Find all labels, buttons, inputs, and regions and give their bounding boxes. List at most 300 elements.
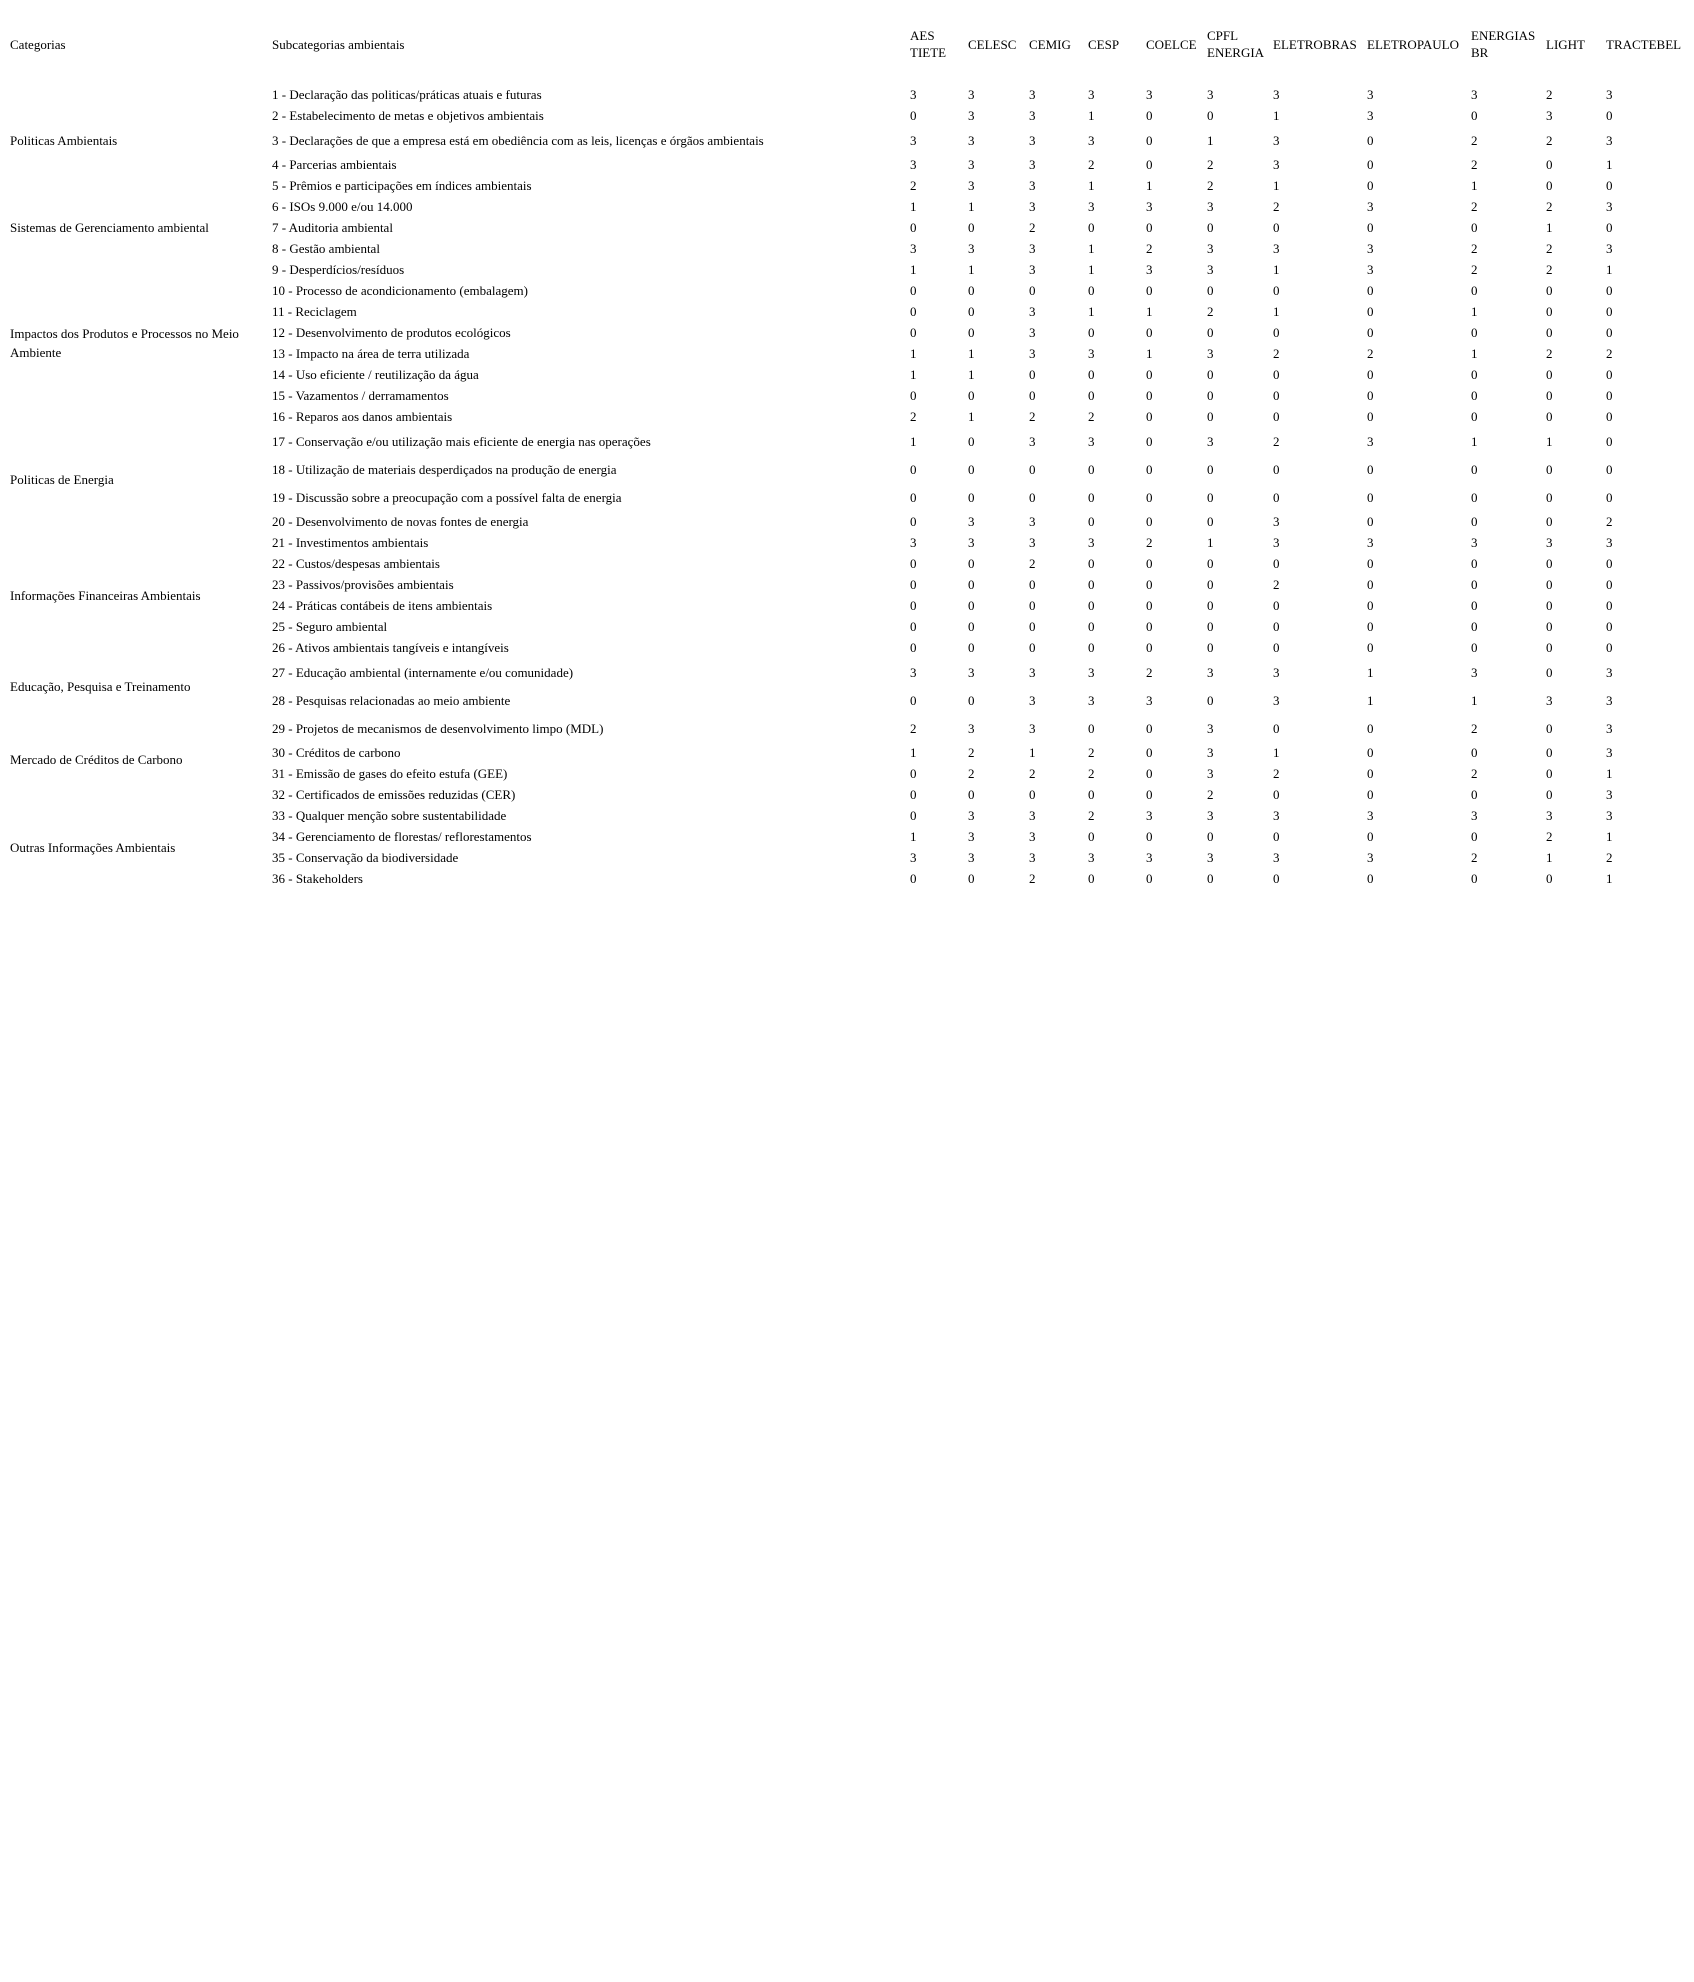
disclosure-table [6,20,1689,889]
category-cell: Politicas de Energia [10,472,114,487]
score-cell: 0 [968,283,975,298]
score-cell: 1 [1273,178,1280,193]
score-cell: 1 [1471,178,1478,193]
header-company: TRACTEBEL [1606,36,1682,52]
score-cell: 0 [1207,871,1214,886]
subcategory-cell: 31 - Emissão de gases do efeito estufa (GEE) [272,766,508,781]
score-cell: 2 [1207,157,1214,172]
score-cell: 0 [1471,514,1478,529]
score-cell: 3 [1546,108,1553,123]
score-cell: 3 [1029,720,1036,736]
score-cell: 2 [1471,720,1478,736]
score-cell: 3 [968,664,975,680]
subcategory-cell: 21 - Investimentos ambientais [272,535,429,550]
score-cell: 2 [1207,787,1214,802]
score-cell: 3 [1146,87,1153,102]
score-cell: 0 [1367,720,1374,736]
score-cell: 2 [1146,535,1153,550]
score-cell: 1 [1367,664,1374,680]
score-cell: 0 [1029,598,1036,613]
header-company: LIGHT [1546,36,1585,52]
score-cell: 0 [1367,489,1374,505]
score-cell: 0 [968,787,975,802]
score-cell: 0 [968,388,975,403]
score-cell: 1 [1606,871,1613,886]
score-cell: 1 [1471,692,1478,708]
score-cell: 0 [1146,433,1153,449]
score-cell: 0 [1546,157,1553,172]
score-cell: 0 [1606,304,1613,319]
score-cell: 0 [1546,489,1553,505]
score-cell: 3 [968,132,975,148]
score-cell: 0 [1207,489,1214,505]
table-row [6,532,1689,553]
score-cell: 0 [1606,461,1613,477]
score-cell: 0 [1146,598,1153,613]
score-cell: 1 [1146,304,1153,319]
score-cell: 3 [1606,199,1613,214]
score-cell: 2 [1146,664,1153,680]
subcategory-cell: 3 - Declarações de que a empresa está em obediência com as leis, licenças e órgãos ambientais [272,132,764,148]
score-cell: 3 [1273,87,1280,102]
score-cell: 0 [1471,325,1478,340]
score-cell: 0 [1146,766,1153,781]
score-cell: 0 [1088,619,1095,634]
score-cell: 3 [1088,692,1095,708]
score-cell: 0 [1546,745,1553,760]
score-cell: 3 [1029,108,1036,123]
score-cell: 2 [968,766,975,781]
score-cell: 2 [1273,199,1280,214]
score-cell: 0 [1146,283,1153,298]
score-cell: 0 [1273,409,1280,424]
score-cell: 0 [910,598,917,613]
score-cell: 0 [1146,132,1153,148]
header-company: CPFL ENERGIA [1207,28,1265,60]
score-cell: 3 [1029,433,1036,449]
score-cell: 3 [1606,787,1613,802]
score-cell: 3 [1606,664,1613,680]
score-cell: 3 [1546,808,1553,823]
subcategory-cell: 6 - ISOs 9.000 e/ou 14.000 [272,199,413,214]
score-cell: 0 [1088,325,1095,340]
score-cell: 0 [1606,556,1613,571]
score-cell: 1 [1088,108,1095,123]
subcategory-cell: 7 - Auditoria ambiental [272,220,393,235]
score-cell: 0 [1367,409,1374,424]
score-cell: 3 [1207,241,1214,256]
score-cell: 0 [1471,787,1478,802]
score-cell: 0 [968,640,975,655]
score-cell: 0 [1367,766,1374,781]
score-cell: 0 [1546,367,1553,382]
score-cell: 0 [1546,720,1553,736]
subcategory-cell: 4 - Parcerias ambientais [272,157,397,172]
score-cell: 2 [1207,304,1214,319]
subcategory-cell: 10 - Processo de acondicionamento (embalagem) [272,283,528,298]
score-cell: 0 [1207,692,1214,708]
subcategory-cell: 26 - Ativos ambientais tangíveis e intangíveis [272,640,509,655]
score-cell: 3 [910,664,917,680]
score-cell: 0 [910,220,917,235]
score-cell: 0 [1471,489,1478,505]
score-cell: 3 [1367,108,1374,123]
score-cell: 2 [1088,409,1095,424]
score-cell: 0 [1367,132,1374,148]
score-cell: 3 [1471,535,1478,550]
score-cell: 1 [1606,157,1613,172]
score-cell: 0 [1207,108,1214,123]
score-cell: 3 [968,720,975,736]
score-cell: 0 [1088,489,1095,505]
score-cell: 0 [1273,598,1280,613]
score-cell: 0 [1207,461,1214,477]
score-cell: 2 [1606,850,1613,865]
score-cell: 0 [1367,367,1374,382]
score-cell: 0 [1546,577,1553,592]
score-cell: 3 [1207,664,1214,680]
subcategory-cell: 11 - Reciclagem [272,304,357,319]
score-cell: 0 [1471,598,1478,613]
score-cell: 0 [1606,598,1613,613]
score-cell: 0 [968,598,975,613]
score-cell: 2 [1471,241,1478,256]
score-cell: 0 [1273,461,1280,477]
score-cell: 0 [1088,640,1095,655]
score-cell: 1 [1146,346,1153,361]
score-cell: 0 [1367,598,1374,613]
score-cell: 2 [1471,132,1478,148]
score-cell: 0 [1367,829,1374,844]
score-cell: 1 [1088,178,1095,193]
score-cell: 0 [1029,367,1036,382]
score-cell: 3 [1367,433,1374,449]
score-cell: 0 [1546,640,1553,655]
score-cell: 3 [1029,262,1036,277]
score-cell: 0 [910,283,917,298]
table-row [6,805,1689,826]
score-cell: 3 [1029,664,1036,680]
score-cell: 2 [1471,199,1478,214]
score-cell: 3 [1606,87,1613,102]
score-cell: 0 [1273,388,1280,403]
score-cell: 3 [1029,808,1036,823]
score-cell: 2 [1029,556,1036,571]
score-cell: 2 [968,745,975,760]
score-cell: 0 [910,489,917,505]
score-cell: 1 [1029,745,1036,760]
score-cell: 3 [1273,850,1280,865]
header-row [6,20,1689,68]
subcategory-cell: 12 - Desenvolvimento de produtos ecológicos [272,325,511,340]
score-cell: 0 [1088,461,1095,477]
score-cell: 1 [1546,220,1553,235]
score-cell: 1 [968,409,975,424]
score-cell: 3 [1606,692,1613,708]
score-cell: 0 [1546,304,1553,319]
score-cell: 0 [1546,619,1553,634]
category-cell: Mercado de Créditos de Carbono [10,752,183,767]
header-company: CELESC [968,36,1017,52]
category-cell: Informações Financeiras Ambientais [10,587,201,603]
category-cell: Educação, Pesquisa e Treinamento [10,678,191,694]
score-cell: 2 [1471,766,1478,781]
score-cell: 0 [1606,367,1613,382]
score-cell: 1 [968,367,975,382]
score-cell: 0 [968,577,975,592]
score-cell: 3 [1273,514,1280,529]
score-cell: 0 [1367,871,1374,886]
score-cell: 3 [1367,535,1374,550]
score-cell: 0 [1146,220,1153,235]
score-cell: 2 [1273,766,1280,781]
score-cell: 0 [968,325,975,340]
score-cell: 0 [910,325,917,340]
score-cell: 2 [1546,199,1553,214]
score-cell: 0 [1606,489,1613,505]
score-cell: 0 [1606,178,1613,193]
score-cell: 2 [1471,850,1478,865]
score-cell: 0 [1146,720,1153,736]
score-cell: 1 [1273,108,1280,123]
score-cell: 0 [1273,283,1280,298]
score-cell: 0 [1606,283,1613,298]
score-cell: 3 [1029,325,1036,340]
subcategory-cell: 23 - Passivos/provisões ambientais [272,577,454,592]
score-cell: 2 [1088,766,1095,781]
score-cell: 2 [1546,132,1553,148]
score-cell: 3 [1029,199,1036,214]
score-cell: 3 [1207,199,1214,214]
score-cell: 3 [1273,808,1280,823]
score-cell: 0 [1273,787,1280,802]
score-cell: 3 [910,535,917,550]
score-cell: 1 [910,829,917,844]
score-cell: 2 [1273,577,1280,592]
score-cell: 1 [1546,850,1553,865]
score-cell: 1 [1088,304,1095,319]
score-cell: 0 [1207,829,1214,844]
score-cell: 2 [1546,346,1553,361]
table-row [6,714,1689,742]
score-cell: 0 [1088,220,1095,235]
score-cell: 0 [1546,556,1553,571]
score-cell: 0 [1471,556,1478,571]
score-cell: 0 [1367,283,1374,298]
score-cell: 1 [1273,745,1280,760]
table-row [6,259,1689,280]
score-cell: 0 [1606,640,1613,655]
score-cell: 3 [968,850,975,865]
score-cell: 0 [1146,745,1153,760]
score-cell: 0 [1546,664,1553,680]
score-cell: 0 [910,461,917,477]
score-cell: 0 [1207,409,1214,424]
score-cell: 0 [1471,283,1478,298]
score-cell: 0 [1273,829,1280,844]
subcategory-cell: 20 - Desenvolvimento de novas fontes de energia [272,514,529,529]
score-cell: 0 [1367,325,1374,340]
score-cell: 0 [1367,461,1374,477]
score-cell: 1 [910,346,917,361]
score-cell: 0 [1367,178,1374,193]
score-cell: 0 [1546,787,1553,802]
score-cell: 0 [1146,787,1153,802]
table-row [6,84,1689,105]
score-cell: 3 [1146,808,1153,823]
header-company: ENERGIAS BR [1471,28,1536,60]
subcategory-cell: 36 - Stakeholders [272,871,363,886]
score-cell: 0 [910,808,917,823]
score-cell: 1 [910,745,917,760]
table-row [6,427,1689,455]
score-cell: 2 [1471,262,1478,277]
score-cell: 0 [1471,461,1478,477]
subcategory-cell: 15 - Vazamentos / derramamentos [272,388,449,403]
score-cell: 0 [1273,720,1280,736]
subcategory-cell: 5 - Prêmios e participações em índices ambientais [272,178,532,193]
score-cell: 0 [1471,829,1478,844]
score-cell: 1 [1606,766,1613,781]
table-body [6,84,1689,889]
score-cell: 0 [1088,388,1095,403]
score-cell: 3 [1273,241,1280,256]
subcategory-cell: 19 - Discussão sobre a preocupação com a possível falta de energia [272,489,622,505]
score-cell: 3 [1367,199,1374,214]
subcategory-cell: 2 - Estabelecimento de metas e objetivos ambientais [272,108,544,123]
score-cell: 3 [910,132,917,148]
score-cell: 0 [1471,108,1478,123]
score-cell: 3 [910,87,917,102]
header-company: CESP [1088,36,1120,52]
score-cell: 2 [1546,241,1553,256]
score-cell: 0 [1029,787,1036,802]
score-cell: 0 [1088,871,1095,886]
score-cell: 0 [1273,367,1280,382]
header-company: ELETROBRAS [1273,36,1357,52]
score-cell: 3 [968,829,975,844]
score-cell: 0 [1088,367,1095,382]
subcategory-cell: 32 - Certificados de emissões reduzidas (CER) [272,787,516,802]
score-cell: 0 [1146,829,1153,844]
score-cell: 3 [1029,87,1036,102]
score-cell: 0 [1273,489,1280,505]
subcategory-cell: 33 - Qualquer menção sobre sustentabilidade [272,808,507,823]
score-cell: 0 [1367,220,1374,235]
score-cell: 0 [910,514,917,529]
subcategory-cell: 16 - Reparos aos danos ambientais [272,409,453,424]
score-cell: 0 [910,787,917,802]
score-cell: 0 [910,619,917,634]
score-cell: 3 [1029,346,1036,361]
subcategory-cell: 30 - Créditos de carbono [272,745,401,760]
score-cell: 1 [1606,829,1613,844]
score-cell: 3 [1273,535,1280,550]
score-cell: 0 [910,577,917,592]
score-cell: 3 [968,535,975,550]
score-cell: 2 [1146,241,1153,256]
score-cell: 2 [1029,220,1036,235]
score-cell: 1 [968,199,975,214]
score-cell: 0 [910,640,917,655]
score-cell: 0 [1367,556,1374,571]
score-cell: 2 [1546,262,1553,277]
table-row [6,196,1689,217]
score-cell: 3 [1273,692,1280,708]
score-cell: 3 [910,850,917,865]
score-cell: 0 [1273,871,1280,886]
subcategory-cell: 22 - Custos/despesas ambientais [272,556,440,571]
score-cell: 1 [1471,346,1478,361]
header-category: Categorias [10,36,66,52]
score-cell: 0 [1546,325,1553,340]
score-cell: 1 [1367,692,1374,708]
subcategory-cell: 17 - Conservação e/ou utilização mais eficiente de energia nas operações [272,433,651,449]
score-cell: 3 [1029,157,1036,172]
score-cell: 0 [1606,409,1613,424]
header-subcategory: Subcategorias ambientais [272,36,405,52]
subcategory-cell: 29 - Projetos de mecanismos de desenvolvimento limpo (MDL) [272,720,604,736]
score-cell: 0 [1367,388,1374,403]
score-cell: 3 [1546,692,1553,708]
score-cell: 3 [1088,87,1095,102]
score-cell: 2 [1029,871,1036,886]
score-cell: 0 [1606,619,1613,634]
score-cell: 2 [1088,808,1095,823]
score-cell: 0 [1546,409,1553,424]
score-cell: 0 [1471,577,1478,592]
score-cell: 0 [1471,220,1478,235]
score-cell: 0 [1367,514,1374,529]
score-cell: 2 [1546,87,1553,102]
score-cell: 2 [1273,346,1280,361]
score-cell: 0 [1546,388,1553,403]
subcategory-cell: 14 - Uso eficiente / reutilização da água [272,367,479,382]
score-cell: 3 [1207,850,1214,865]
score-cell: 1 [968,346,975,361]
score-cell: 3 [1606,241,1613,256]
score-cell: 0 [1546,766,1553,781]
score-cell: 3 [1029,514,1036,529]
score-cell: 0 [1029,461,1036,477]
score-cell: 0 [1546,871,1553,886]
score-cell: 3 [1029,304,1036,319]
score-cell: 3 [1146,692,1153,708]
header-company: COELCE [1146,36,1197,52]
score-cell: 0 [1146,157,1153,172]
score-cell: 3 [1088,850,1095,865]
score-cell: 0 [1471,388,1478,403]
score-cell: 0 [1606,220,1613,235]
score-cell: 0 [1606,577,1613,592]
score-cell: 3 [1273,132,1280,148]
score-cell: 0 [968,489,975,505]
score-cell: 3 [1471,87,1478,102]
score-cell: 0 [1207,577,1214,592]
score-cell: 3 [1273,664,1280,680]
score-cell: 0 [1207,283,1214,298]
score-cell: 0 [1029,388,1036,403]
score-cell: 3 [1207,346,1214,361]
score-cell: 3 [968,808,975,823]
score-cell: 3 [1088,132,1095,148]
score-cell: 0 [1146,108,1153,123]
score-cell: 0 [1471,745,1478,760]
score-cell: 3 [1088,346,1095,361]
score-cell: 0 [1546,598,1553,613]
score-cell: 3 [1207,262,1214,277]
score-cell: 1 [1207,132,1214,148]
